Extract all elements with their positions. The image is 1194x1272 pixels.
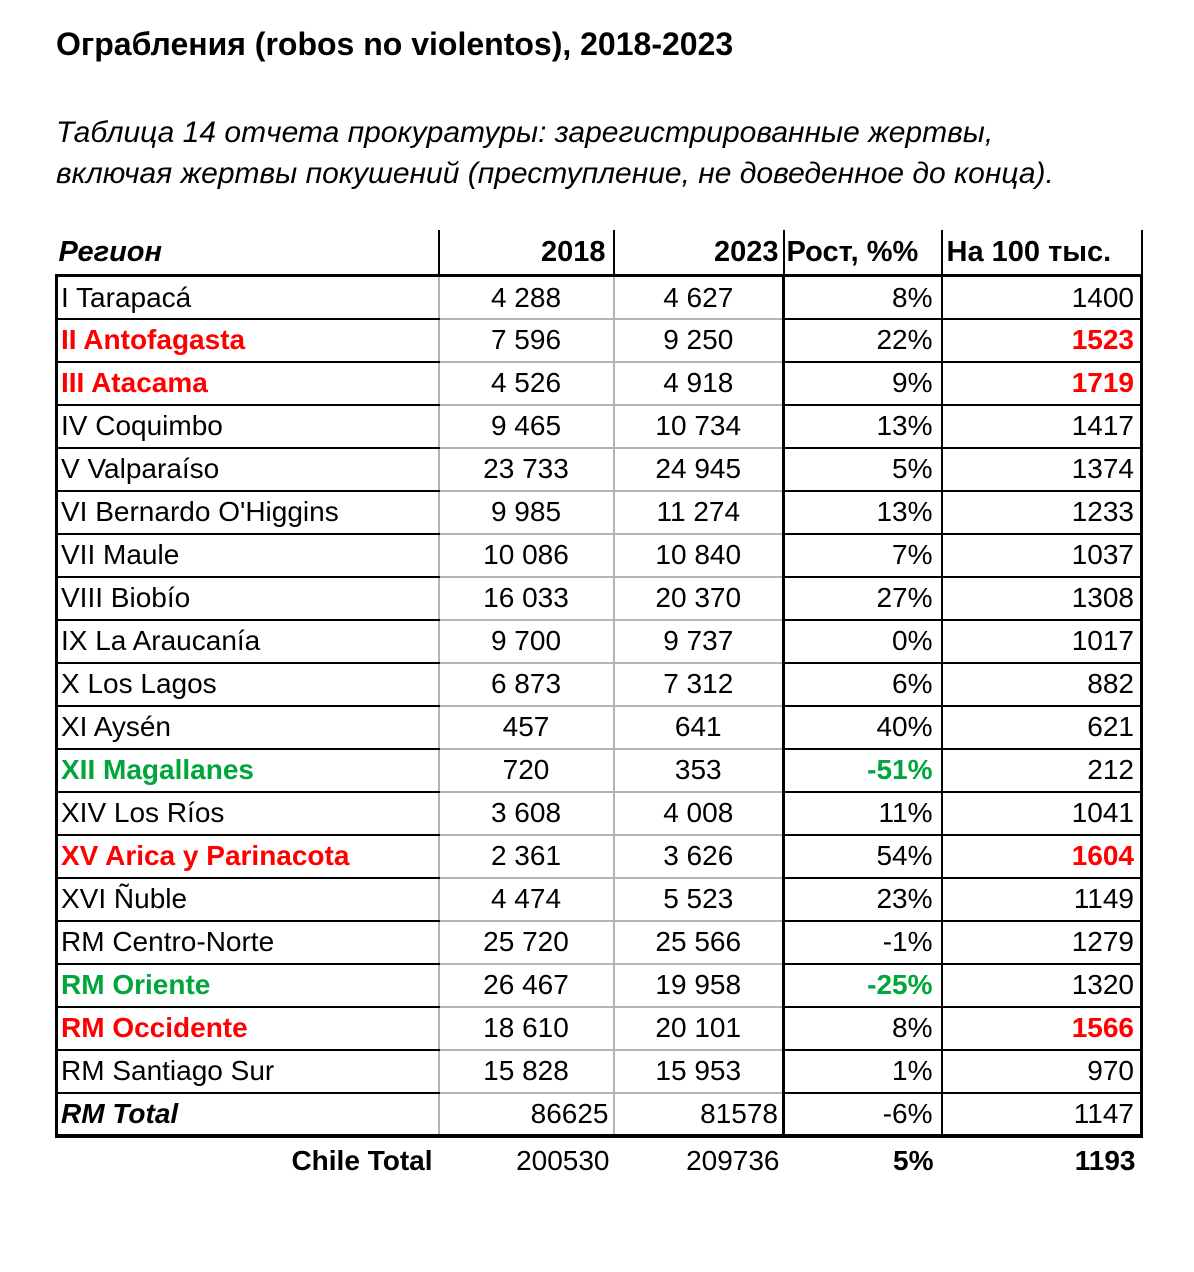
table-row xyxy=(57,1007,1142,1050)
table-row xyxy=(57,620,1142,663)
region-cell: I Tarapacá xyxy=(57,276,439,319)
value-2023-cell: 20 101 xyxy=(614,1007,784,1050)
region-cell: X Los Lagos xyxy=(57,663,439,706)
growth-cell: 40% xyxy=(784,706,942,749)
value-2018-cell: 15 828 xyxy=(439,1050,614,1093)
table-row xyxy=(57,878,1142,921)
growth-cell: 5% xyxy=(784,448,942,491)
value-2018-cell: 457 xyxy=(439,706,614,749)
region-cell: VII Maule xyxy=(57,534,439,577)
per-100k-cell: 882 xyxy=(942,663,1142,706)
column-header-2023: 2023 xyxy=(614,230,784,276)
growth-cell: 1% xyxy=(784,1050,942,1093)
region-cell: RM Centro-Norte xyxy=(57,921,439,964)
per-100k-cell: 212 xyxy=(942,749,1142,792)
value-2018-cell: 3 608 xyxy=(439,792,614,835)
value-2023-cell: 24 945 xyxy=(614,448,784,491)
table-row xyxy=(57,405,1142,448)
table-row xyxy=(57,319,1142,362)
table-header-row xyxy=(57,230,1142,276)
value-2023-cell: 5 523 xyxy=(614,878,784,921)
per-100k-cell: 1566 xyxy=(942,1007,1142,1050)
growth-cell: -25% xyxy=(784,964,942,1007)
value-2023-cell: 4 008 xyxy=(614,792,784,835)
table-body xyxy=(57,276,1142,1184)
value-2023-cell: 353 xyxy=(614,749,784,792)
growth-cell: 27% xyxy=(784,577,942,620)
column-header-growth: Рост, %% xyxy=(784,230,942,276)
subtitle-line-1: Таблица 14 отчета прокуратуры: зарегистрированные жертвы, xyxy=(56,115,994,149)
column-header-per-100k: На 100 тыс. xyxy=(942,230,1142,276)
column-header-region: Регион xyxy=(57,230,439,276)
growth-cell: 6% xyxy=(784,663,942,706)
table-row xyxy=(57,663,1142,706)
per-100k-cell: 1374 xyxy=(942,448,1142,491)
subtitle-line-2: включая жертвы покушений (преступление, не доведенное до конца). xyxy=(56,156,1054,190)
value-2018-cell: 9 465 xyxy=(439,405,614,448)
growth-cell: 7% xyxy=(784,534,942,577)
region-cell: XI Aysén xyxy=(57,706,439,749)
per-100k-cell: 1037 xyxy=(942,534,1142,577)
value-2023-cell: 9 737 xyxy=(614,620,784,663)
region-cell: IV Coquimbo xyxy=(57,405,439,448)
growth-cell: 13% xyxy=(784,491,942,534)
growth-cell: -1% xyxy=(784,921,942,964)
region-cell: XIV Los Ríos xyxy=(57,792,439,835)
value-2018-cell: 18 610 xyxy=(439,1007,614,1050)
growth-cell: 8% xyxy=(784,1007,942,1050)
per-100k-cell: 1523 xyxy=(942,319,1142,362)
value-2018-cell: 6 873 xyxy=(439,663,614,706)
value-2023-cell: 9 250 xyxy=(614,319,784,362)
per-100k-cell: 1017 xyxy=(942,620,1142,663)
value-2018-cell: 200530 xyxy=(516,1144,610,1176)
table-row xyxy=(57,362,1142,405)
region-cell: VIII Biobío xyxy=(57,577,439,620)
table-row xyxy=(57,749,1142,792)
table-row xyxy=(57,448,1142,491)
value-2018-cell: 9 985 xyxy=(439,491,614,534)
per-100k-cell: 621 xyxy=(942,706,1142,749)
growth-cell: 8% xyxy=(784,276,942,319)
growth-cell: 9% xyxy=(784,362,942,405)
per-100k-cell: 1279 xyxy=(942,921,1142,964)
value-2018-cell: 25 720 xyxy=(439,921,614,964)
region-cell: XII Magallanes xyxy=(57,749,439,792)
value-2023-cell: 3 626 xyxy=(614,835,784,878)
region-cell: RM Occidente xyxy=(57,1007,439,1050)
value-2023-cell: 11 274 xyxy=(614,491,784,534)
per-100k-cell: 1400 xyxy=(942,276,1142,319)
table-row xyxy=(57,835,1142,878)
region-cell: II Antofagasta xyxy=(57,319,439,362)
per-100k-cell: 1719 xyxy=(942,362,1142,405)
value-2023-cell: 15 953 xyxy=(614,1050,784,1093)
value-2023-cell: 10 840 xyxy=(614,534,784,577)
value-2018-cell: 9 700 xyxy=(439,620,614,663)
page-title: Ограбления (robos no violentos), 2018-2023 xyxy=(56,26,734,62)
value-2018-cell: 86625 xyxy=(439,1093,614,1136)
table-row xyxy=(57,577,1142,620)
value-2018-cell: 7 596 xyxy=(439,319,614,362)
growth-cell: 54% xyxy=(784,835,942,878)
region-cell: XVI Ñuble xyxy=(57,878,439,921)
table-row xyxy=(57,706,1142,749)
value-2018-cell: 4 288 xyxy=(439,276,614,319)
column-header-2018: 2018 xyxy=(439,230,614,276)
region-cell: III Atacama xyxy=(57,362,439,405)
region-cell: XV Arica y Parinacota xyxy=(57,835,439,878)
value-2023-cell: 209736 xyxy=(686,1144,780,1176)
value-2023-cell: 7 312 xyxy=(614,663,784,706)
robbery-table xyxy=(55,230,1143,1184)
value-2018-cell: 4 474 xyxy=(439,878,614,921)
per-100k-cell: 1147 xyxy=(942,1093,1142,1136)
per-100k-cell: 1604 xyxy=(942,835,1142,878)
table-row xyxy=(57,1093,1142,1136)
value-2018-cell: 23 733 xyxy=(439,448,614,491)
per-100k-cell: 1417 xyxy=(942,405,1142,448)
value-2023-cell: 25 566 xyxy=(614,921,784,964)
value-2023-cell: 81578 xyxy=(614,1093,784,1136)
growth-cell: 11% xyxy=(784,792,942,835)
per-100k-cell: 1149 xyxy=(942,878,1142,921)
per-100k-cell: 1308 xyxy=(942,577,1142,620)
value-2023-cell: 4 918 xyxy=(614,362,784,405)
value-2023-cell: 19 958 xyxy=(614,964,784,1007)
per-100k-cell: 1233 xyxy=(942,491,1142,534)
table-row xyxy=(57,534,1142,577)
per-100k-cell: 1320 xyxy=(942,964,1142,1007)
growth-cell: 13% xyxy=(784,405,942,448)
table-row xyxy=(57,964,1142,1007)
value-2018-cell: 720 xyxy=(439,749,614,792)
value-2023-cell: 4 627 xyxy=(614,276,784,319)
table-row xyxy=(57,1136,1142,1184)
region-cell: Chile Total xyxy=(291,1144,433,1176)
growth-cell: -6% xyxy=(784,1093,942,1136)
region-cell: RM Total xyxy=(57,1093,439,1136)
value-2023-cell: 641 xyxy=(614,706,784,749)
per-100k-cell: 970 xyxy=(942,1050,1142,1093)
table-row xyxy=(57,921,1142,964)
value-2018-cell: 26 467 xyxy=(439,964,614,1007)
value-2018-cell: 4 526 xyxy=(439,362,614,405)
table-row xyxy=(57,1050,1142,1093)
table-row xyxy=(57,491,1142,534)
region-cell: VI Bernardo O'Higgins xyxy=(57,491,439,534)
per-100k-cell: 1041 xyxy=(942,792,1142,835)
value-2018-cell: 16 033 xyxy=(439,577,614,620)
subtitle xyxy=(56,112,1138,194)
table-row xyxy=(57,792,1142,835)
per-100k-cell: 1193 xyxy=(1074,1144,1136,1176)
growth-cell: -51% xyxy=(784,749,942,792)
growth-cell: 0% xyxy=(784,620,942,663)
region-cell: RM Santiago Sur xyxy=(57,1050,439,1093)
growth-cell: 23% xyxy=(784,878,942,921)
growth-cell: 22% xyxy=(784,319,942,362)
region-cell: IX La Araucanía xyxy=(57,620,439,663)
region-cell: RM Oriente xyxy=(57,964,439,1007)
growth-cell: 5% xyxy=(893,1144,934,1176)
value-2018-cell: 2 361 xyxy=(439,835,614,878)
table-row xyxy=(57,276,1142,319)
value-2023-cell: 10 734 xyxy=(614,405,784,448)
region-cell: V Valparaíso xyxy=(57,448,439,491)
value-2018-cell: 10 086 xyxy=(439,534,614,577)
value-2023-cell: 20 370 xyxy=(614,577,784,620)
